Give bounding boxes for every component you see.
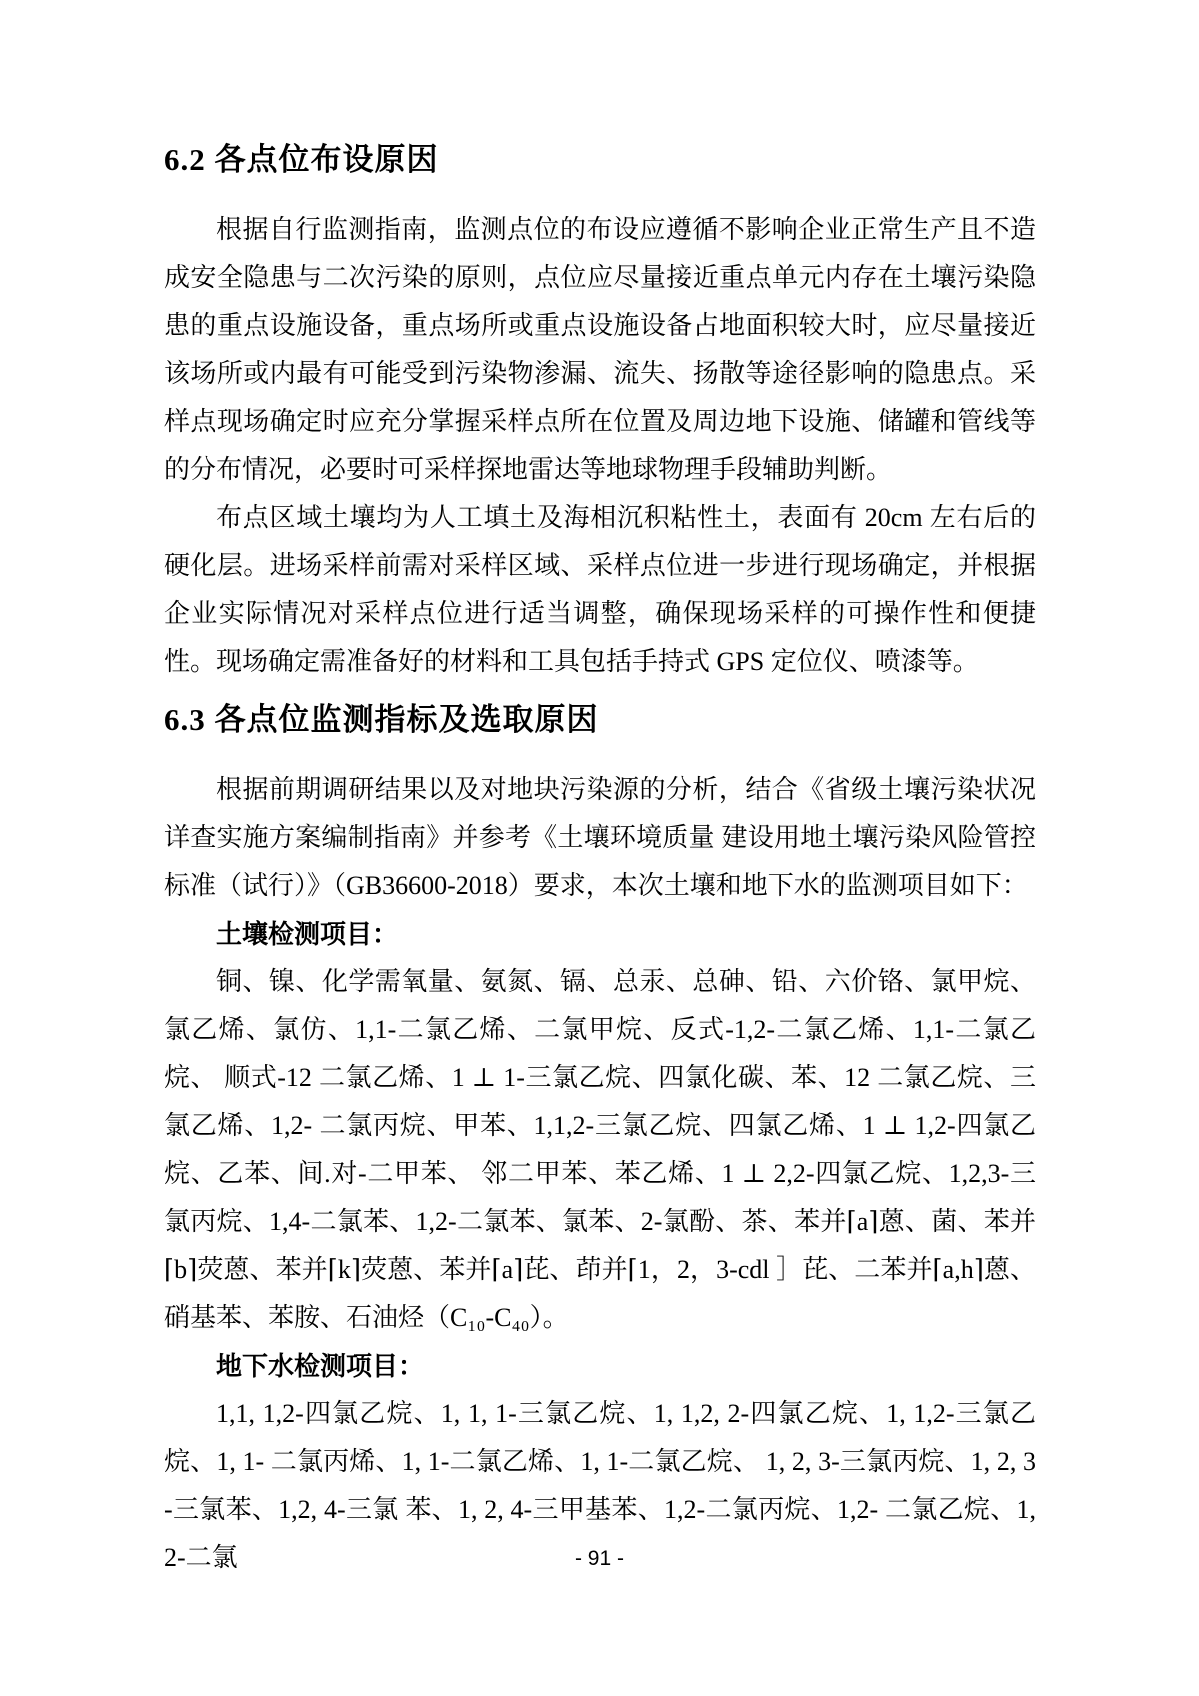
section-heading-6-2: 6.2 各点位布设原因 [164,142,439,177]
soil-test-items-list: 铜、镍、化学需氧量、氨氮、镉、总汞、总砷、铅、六价铬、氯甲烷、氯乙烯、氯仿、1,1-二氯乙烯、二氯甲烷、反式-1,2-二氯乙烯、1,1-二氯乙烷、 顺式-12 二氯乙烯、1 ⊥ 1-三氯乙烷、四氯化碳、苯、12 二氯乙烷、三氯乙烯、1,2- 二氯丙烷、甲苯、1,1,2-三氯乙烷、四氯乙烯、1 ⊥ 1,2-四氯乙烷、乙苯、间.对-二甲苯、 邻二甲苯、苯乙烯、1 ⊥ 2,2-四氯乙烷、1,2,3-三氯丙烷、1,4-二氯苯、1,2-二氯苯、氯苯、2-氯酚、茶、苯并⌈a⌉蒽、菌、苯并⌈b⌉荧蒽、苯并⌈k⌉荧蒽、苯并⌈a⌉芘、茚并⌈1，2，3-cdl ］芘、二苯并⌈a,h⌉蒽、硝基苯、苯胺、石油烃（C₁₀-C₄₀）。 [164,967,1036,1332]
groundwater-test-items-list: 1,1, 1,2-四氯乙烷、1, 1, 1-三氯乙烷、1, 1,2, 2-四氯乙烷、1, 1,2-三氯乙烷、1, 1- 二氯丙烯、1, 1-二氯乙烯、1, 1-二氯乙烷、 1, 2, 3-三氯丙烷、1, 2, 3-三氯苯、1,2, 4-三氯 苯、1, 2, 4-三甲基苯、1,2-二氯丙烷、1,2- 二氯乙烷、1, 2-二氯 [164,1399,1036,1572]
soil-test-items-label: 土壤检测项目： [216,919,399,949]
page-number: - 91 - [574,1547,624,1570]
paragraph-point-layout-1: 根据自行监测指南，监测点位的布设应遵循不影响企业正常生产且不造成安全隐患与二次污染的原则，点位应尽量接近重点单元内存在土壤污染隐患的重点设施设备，重点场所或重点设施设备占地面积较大时，应尽量接近该场所或内最有可能受到污染物渗漏、流失、扬散等途径影响的隐患点。采样点现场确定时应充分掌握采样点所在位置及周边地下设施、储罐和管线等的分布情况，必要时可采样探地雷达等地球物理手段辅助判断。 [164,215,1036,484]
paragraph-point-layout-2: 布点区域土壤均为人工填土及海相沉积粘性土，表面有 20cm 左右后的硬化层。进场采样前需对采样区域、采样点位进一步进行现场确定，并根据企业实际情况对采样点位进行适当调整，确保现场采样的可操作性和便捷性。现场确定需准备好的材料和工具包括手持式 GPS 定位仪、喷漆等。 [164,503,1036,676]
paragraph-monitoring-basis: 根据前期调研结果以及对地块污染源的分析，结合《省级土壤污染状况详查实施方案编制指南》并参考《土壤环境质量 建设用地土壤污染风险管控标准（试行）》（GB36600-2018）要求，本次土壤和地下水的监测项目如下： [164,775,1036,900]
section-heading-6-3: 6.3 各点位监测指标及选取原因 [164,702,599,737]
page-content [164,138,1036,1582]
groundwater-test-items-label: 地下水检测项目： [216,1351,425,1381]
